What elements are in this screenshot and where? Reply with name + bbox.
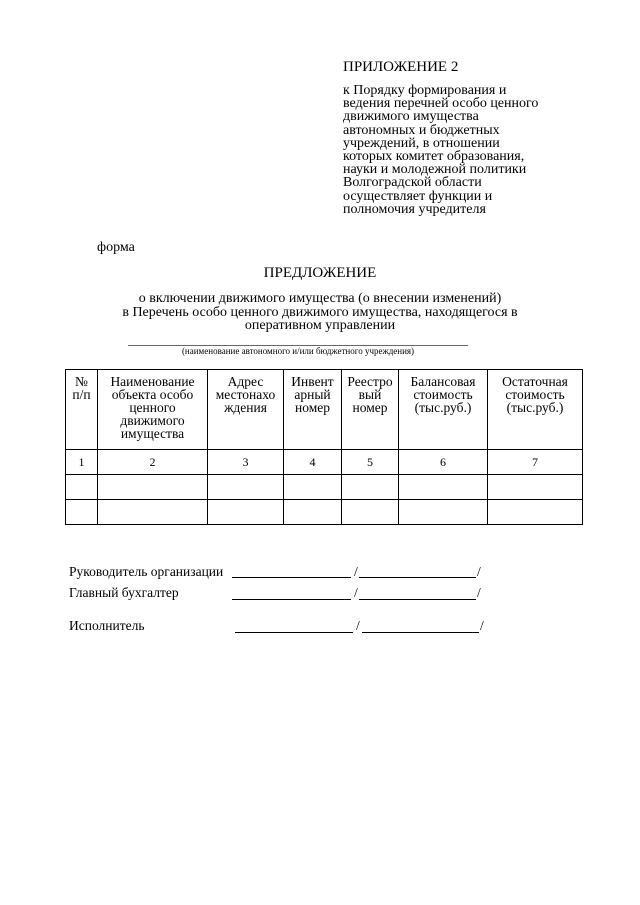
column-number: 5 xyxy=(342,450,399,475)
table-header-row xyxy=(66,370,583,450)
signature-label-accountant: Главный бухгалтер xyxy=(69,585,179,600)
header-line: Балансовая xyxy=(410,374,476,389)
header-cell-number xyxy=(66,370,98,450)
appendix-line: автономных и бюджетных xyxy=(343,122,500,138)
table-cell[interactable] xyxy=(98,475,208,500)
header-line: местонахо xyxy=(215,387,276,402)
table-cell[interactable] xyxy=(342,475,399,500)
signature-slash: / xyxy=(480,618,484,633)
signature-label-head: Руководитель организации xyxy=(69,564,224,579)
subtitle-line: о включении движимого имущества (о внесении изменений) xyxy=(138,291,502,306)
signature-slash: / xyxy=(477,585,481,600)
table-cell[interactable] xyxy=(399,475,488,500)
signature-slash: / xyxy=(354,564,358,579)
table-cell[interactable] xyxy=(66,475,98,500)
signature-line-head[interactable] xyxy=(232,577,351,578)
table-cell[interactable] xyxy=(399,500,488,525)
table-cell[interactable] xyxy=(284,500,342,525)
column-number: 6 xyxy=(399,450,488,475)
header-line: ждения xyxy=(224,400,267,415)
header-line: Адрес xyxy=(227,374,264,389)
appendix-line: учреждений, в отношении xyxy=(343,135,500,151)
column-number: 3 xyxy=(208,450,284,475)
table-cell[interactable] xyxy=(98,500,208,525)
header-line: п/п xyxy=(72,387,91,402)
header-line: Наименование xyxy=(110,374,195,389)
signature-slash: / xyxy=(477,564,481,579)
header-line: номер xyxy=(294,400,330,415)
header-cell-name xyxy=(98,370,208,450)
appendix-title: ПРИЛОЖЕНИЕ 2 xyxy=(343,59,459,75)
table-cell[interactable] xyxy=(342,500,399,525)
name-line-executor[interactable] xyxy=(362,632,479,633)
signature-line-executor[interactable] xyxy=(235,632,353,633)
organization-name-caption: (наименование автономного и/или бюджетного учреждения) xyxy=(181,346,415,356)
name-line-accountant[interactable] xyxy=(359,599,476,600)
header-line: Реестро xyxy=(347,374,393,389)
signature-line-accountant[interactable] xyxy=(232,599,351,600)
column-number: 1 xyxy=(66,450,98,475)
signature-label-executor: Исполнитель xyxy=(69,618,145,633)
header-line: вый xyxy=(358,387,382,402)
header-cell-balance-cost xyxy=(399,370,488,450)
form-label: форма xyxy=(97,240,135,255)
document-title: ПРЕДЛОЖЕНИЕ xyxy=(263,265,377,281)
header-line: стоимость xyxy=(413,387,473,402)
table-cell[interactable] xyxy=(208,500,284,525)
header-line: Инвент xyxy=(291,374,334,389)
header-line: имущества xyxy=(120,426,185,441)
header-line: арный xyxy=(294,387,331,402)
appendix-line: полномочия учредителя xyxy=(343,201,486,217)
signature-slash: / xyxy=(356,618,360,633)
header-cell-residual-cost xyxy=(488,370,583,450)
header-line: (тыс.руб.) xyxy=(506,400,564,415)
column-number: 7 xyxy=(488,450,583,475)
header-line: Остаточная xyxy=(502,374,568,389)
property-table xyxy=(65,369,583,525)
header-line: движимого xyxy=(120,413,185,428)
header-cell-registry xyxy=(342,370,399,450)
appendix-line: которых комитет образования, xyxy=(343,149,525,165)
table-cell[interactable] xyxy=(488,500,583,525)
appendix-line: науки и молодежной политики xyxy=(343,162,527,178)
table-cell[interactable] xyxy=(66,500,98,525)
column-number: 2 xyxy=(98,450,208,475)
appendix-text xyxy=(343,84,573,216)
table-cell[interactable] xyxy=(208,475,284,500)
header-line: № xyxy=(75,374,88,389)
header-line: объекта особо xyxy=(111,387,194,402)
header-cell-inventory xyxy=(284,370,342,450)
subtitle-line: в Перечень особо ценного движимого имущества, находящегося в xyxy=(122,304,518,320)
signature-slash: / xyxy=(354,585,358,600)
header-line: (тыс.руб.) xyxy=(414,400,472,415)
appendix-line: осуществляет функции и xyxy=(343,188,493,204)
table-row xyxy=(66,500,583,525)
table-cell[interactable] xyxy=(488,475,583,500)
appendix-line: к Порядку формирования и xyxy=(343,83,507,98)
header-line: номер xyxy=(352,400,388,415)
column-number-row xyxy=(66,450,583,475)
header-line: ценного xyxy=(129,400,176,415)
appendix-line: Волгоградской области xyxy=(343,175,482,191)
header-line: стоимость xyxy=(505,387,565,402)
appendix-line: движимого имущества xyxy=(343,109,479,125)
document-subtitle xyxy=(60,292,580,333)
table-row xyxy=(66,475,583,500)
appendix-line: ведения перечней особо ценного xyxy=(343,96,539,112)
table-cell[interactable] xyxy=(284,475,342,500)
subtitle-line: оперативном управлении xyxy=(244,318,396,333)
header-cell-address xyxy=(208,370,284,450)
name-line-head[interactable] xyxy=(359,577,476,578)
column-number: 4 xyxy=(284,450,342,475)
